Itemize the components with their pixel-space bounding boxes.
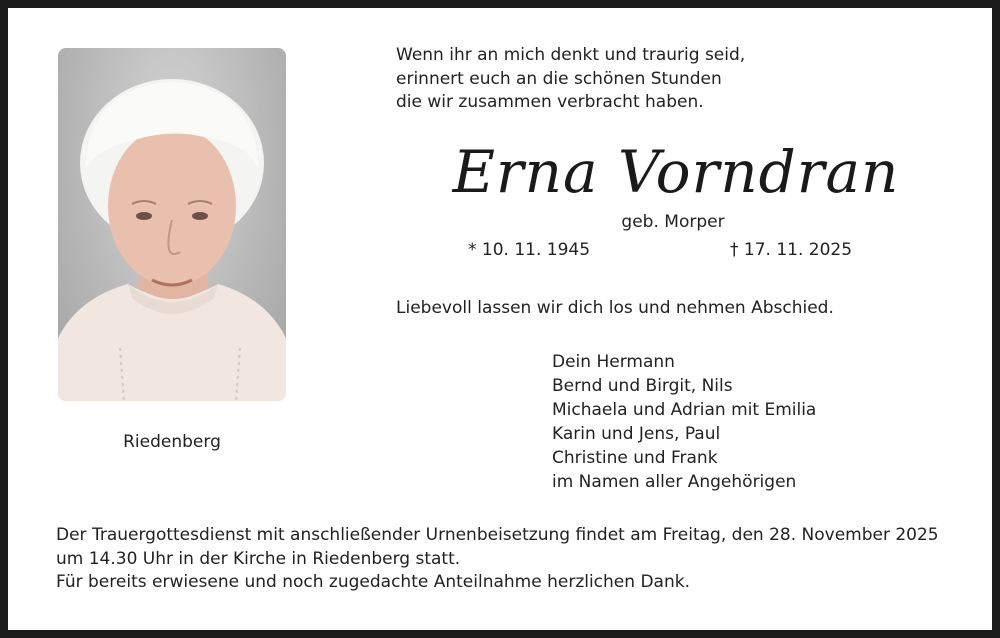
portrait-photo — [58, 48, 286, 401]
place-of-residence: Riedenberg — [123, 432, 221, 452]
verse-line: die wir zusammen verbracht haben. — [396, 92, 704, 112]
service-line: Der Trauergottesdienst mit anschließender Urnenbeisetzung findet am Freitag, den 28. November 2025 — [56, 525, 939, 545]
mourner: Karin und Jens, Paul — [552, 424, 721, 444]
verse-line: Wenn ihr an mich denkt und traurig seid, — [396, 45, 746, 65]
birth-name: geb. Morper — [621, 212, 725, 232]
mourner: Michaela und Adrian mit Emilia — [552, 400, 817, 420]
service-line: um 14.30 Uhr in der Kirche in Riedenberg statt. — [56, 548, 461, 569]
farewell-text: Liebevoll lassen wir dich los und nehmen Abschied. — [396, 298, 834, 318]
obituary-card — [8, 8, 992, 630]
death-date: † 17. 11. 2025 — [730, 240, 853, 260]
verse-line: erinnert euch an die schönen Stunden — [396, 68, 722, 89]
service-line: Für bereits erwiesene und noch zugedachte Anteilnahme herzlichen Dank. — [56, 572, 690, 592]
mourners-list — [552, 350, 816, 494]
mourner: Christine und Frank — [552, 448, 718, 468]
portrait-illustration — [58, 48, 286, 401]
mourner: Dein Hermann — [552, 352, 675, 372]
mourner: Bernd und Birgit, Nils — [552, 376, 733, 396]
birth-date: * 10. 11. 1945 — [468, 240, 591, 260]
memorial-verse — [396, 44, 745, 115]
deceased-name: Erna Vorndran — [452, 138, 900, 206]
funeral-service-info — [56, 524, 939, 595]
mourner: im Namen aller Angehörigen — [552, 472, 797, 492]
